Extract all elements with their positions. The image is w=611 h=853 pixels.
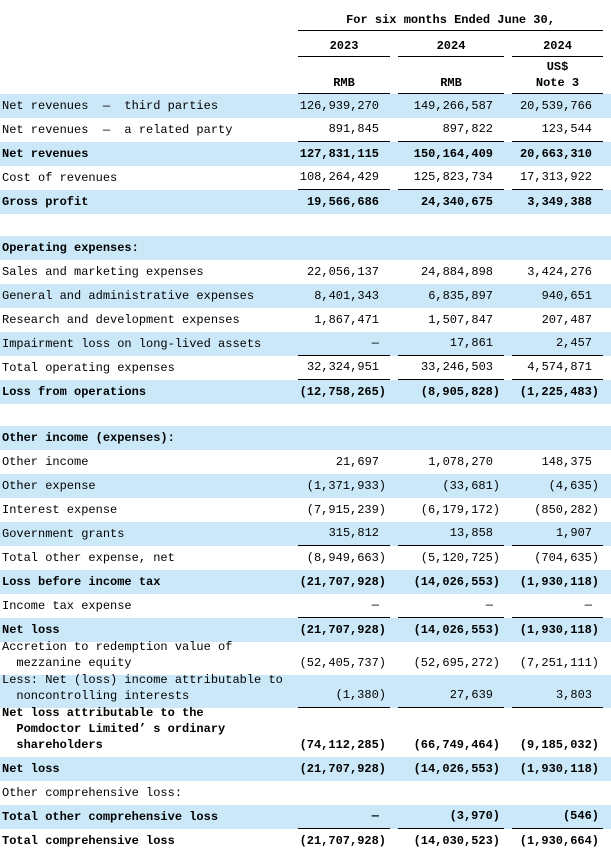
row-label-line: noncontrolling interests: [2, 689, 190, 703]
value-cell-col1: (21,707,928): [299, 834, 386, 848]
value-cell-col3: 4,574,871: [512, 359, 603, 380]
row-label: Other expense: [2, 479, 96, 493]
year-header-row: [0, 38, 611, 57]
value-cell-col2: 1,507,847: [428, 313, 493, 327]
value-cell-col2: (52,695,272): [413, 656, 500, 670]
row-label: [2, 705, 290, 757]
row-label: Gross profit: [2, 195, 89, 209]
table-row: [0, 308, 611, 332]
value-cell-col1: 21,697: [335, 455, 379, 469]
value-cell-col2: 13,858: [398, 525, 504, 546]
table-row: [0, 829, 611, 853]
value-cell-col3: 3,424,276: [527, 265, 592, 279]
value-cell-col2: (6,179,172): [420, 503, 500, 517]
currency-rmb-2023: RMB: [298, 75, 390, 94]
value-cell-col1: (7,915,239): [306, 503, 386, 517]
table-row: [0, 498, 611, 522]
value-cell-col3: 20,539,766: [519, 99, 592, 113]
row-label: Net revenues — third parties: [2, 99, 219, 113]
table-row: [0, 675, 611, 708]
value-cell-col1: 108,264,429: [298, 169, 390, 190]
table-row: [0, 708, 611, 757]
value-cell-col3: (1,930,118): [519, 623, 599, 637]
value-cell-col1: —: [298, 808, 390, 829]
table-row: [0, 284, 611, 308]
value-cell-col2: [398, 446, 504, 450]
value-cell-col2: (14,026,553): [413, 575, 500, 589]
row-label: Cost of revenues: [2, 171, 118, 185]
table-row: [0, 356, 611, 380]
section-header-row: [0, 426, 611, 450]
value-cell-col1: (12,758,265): [299, 385, 386, 399]
value-cell-col1: 891,845: [298, 121, 390, 142]
table-row: [0, 522, 611, 546]
row-label-line: Pomdoctor Limited’ s ordinary: [2, 722, 226, 736]
value-cell-col2: (33,681): [442, 479, 500, 493]
value-cell-col2: (14,030,523): [413, 834, 500, 848]
value-cell-col2: 125,823,734: [398, 169, 504, 190]
period-header: For six months Ended June 30,: [298, 12, 603, 31]
value-cell-col1: (1,380): [298, 687, 390, 708]
value-cell-col1: (1,371,933): [306, 479, 386, 493]
value-cell-col2: (5,120,725): [420, 551, 500, 565]
value-cell-col3: [512, 446, 603, 450]
row-label: Research and development expenses: [2, 313, 240, 327]
period-header-row: [0, 12, 611, 31]
value-cell-col3: 1,907: [512, 525, 603, 546]
value-cell-col1: [298, 446, 390, 450]
value-cell-col2: 149,266,587: [413, 99, 493, 113]
value-cell-col2: 6,835,897: [428, 289, 493, 303]
value-cell-col2: (3,970): [398, 808, 504, 829]
row-label-line: shareholders: [2, 738, 103, 752]
value-cell-col1: 315,812: [298, 525, 390, 546]
row-label-line: Net loss attributable to the: [2, 706, 204, 720]
value-cell-col3: 148,375: [541, 455, 592, 469]
value-cell-col2: —: [398, 597, 504, 618]
value-cell-col1: 22,056,137: [306, 265, 379, 279]
table-body: [0, 94, 611, 853]
table-row: [0, 546, 611, 570]
table-row: [0, 94, 611, 118]
row-label: Sales and marketing expenses: [2, 265, 204, 279]
currency-usd-label: US$: [546, 60, 569, 74]
value-cell-col3: —: [512, 597, 603, 618]
value-cell-col3: (1,930,118): [519, 575, 599, 589]
row-label-line: mezzanine equity: [2, 656, 132, 670]
table-row: [0, 166, 611, 190]
value-cell-col2: 27,639: [398, 687, 504, 708]
spacer-row: [0, 404, 611, 426]
value-cell-col3: 123,544: [512, 121, 603, 142]
value-cell-col1: 1,867,471: [314, 313, 379, 327]
value-cell-col1: (8,949,663): [306, 551, 386, 565]
table-row: [0, 380, 611, 404]
row-label: [2, 672, 290, 708]
table-row: [0, 450, 611, 474]
value-cell-col3: (7,251,111): [519, 656, 599, 670]
value-cell-col2: 24,884,898: [420, 265, 493, 279]
value-cell-col1: 127,831,115: [299, 147, 379, 161]
value-cell-col2: (8,905,828): [420, 385, 500, 399]
spacer-row: [0, 214, 611, 236]
value-cell-col3: (9,185,032): [519, 738, 599, 752]
section-header-row: [0, 781, 611, 805]
table-row: [0, 118, 611, 142]
value-cell-col3: 2,457: [512, 335, 603, 356]
currency-note-label: Note 3: [535, 76, 580, 90]
value-cell-col3: (1,225,483): [519, 385, 599, 399]
row-label: Total other expense, net: [2, 551, 175, 565]
value-cell-col3: (704,635): [534, 551, 599, 565]
row-label: Net revenues — a related party: [2, 123, 233, 137]
row-label-line: Less: Net (loss) income attributable to: [2, 673, 283, 687]
row-label: Net loss: [2, 762, 60, 776]
value-cell-col1: (74,112,285): [299, 738, 386, 752]
value-cell-col3: 3,349,388: [527, 195, 592, 209]
value-cell-col3: 940,651: [541, 289, 592, 303]
year-column-2024: 2024: [398, 38, 504, 57]
row-label: Net loss: [2, 623, 60, 637]
value-cell-col3: (1,930,664): [519, 834, 599, 848]
value-cell-col3: (1,930,118): [519, 762, 599, 776]
value-cell-col1: 32,324,951: [298, 359, 390, 380]
value-cell-col2: (14,026,553): [413, 623, 500, 637]
table-row: [0, 757, 611, 781]
year-column-2024-usd: 2024: [512, 38, 603, 57]
table-header: [0, 0, 611, 94]
row-label: Impairment loss on long-lived assets: [2, 337, 262, 351]
table-row: [0, 474, 611, 498]
table-row: [0, 190, 611, 214]
value-cell-col1: —: [298, 597, 390, 618]
value-cell-col2: (66,749,464): [413, 738, 500, 752]
value-cell-col2: 17,861: [398, 335, 504, 356]
value-cell-col3: 207,487: [541, 313, 592, 327]
row-label: Total other comprehensive loss: [2, 810, 219, 824]
value-cell-col3: 3,803: [512, 687, 603, 708]
value-cell-col2: 1,078,270: [428, 455, 493, 469]
row-label: Loss from operations: [2, 385, 147, 399]
table-row: [0, 594, 611, 618]
value-cell-col2: (14,026,553): [413, 762, 500, 776]
value-cell-col3: (850,282): [534, 503, 599, 517]
row-label: Total comprehensive loss: [2, 834, 175, 848]
row-label: Other income (expenses):: [2, 431, 175, 445]
row-label: Loss before income tax: [2, 575, 161, 589]
table-row: [0, 142, 611, 166]
row-label: Operating expenses:: [2, 241, 139, 255]
row-label: General and administrative expenses: [2, 289, 255, 303]
value-cell-col3: 20,663,310: [519, 147, 592, 161]
value-cell-col3: (546): [512, 808, 603, 829]
value-cell-col1: (21,707,928): [299, 575, 386, 589]
value-cell-col3: (4,635): [548, 479, 599, 493]
value-cell-col1: —: [298, 335, 390, 356]
value-cell-col1: 126,939,270: [299, 99, 379, 113]
row-label: [2, 639, 290, 675]
row-label: Government grants: [2, 527, 125, 541]
table-row: [0, 332, 611, 356]
currency-header-row: [0, 59, 611, 94]
value-cell-col3: [512, 256, 603, 260]
value-cell-col1: (21,707,928): [299, 623, 386, 637]
value-cell-col2: 897,822: [398, 121, 504, 142]
value-cell-col1: (52,405,737): [299, 656, 386, 670]
value-cell-col1: (21,707,928): [299, 762, 386, 776]
value-cell-col2: [398, 256, 504, 260]
value-cell-col2: 24,340,675: [420, 195, 493, 209]
row-label-line: Accretion to redemption value of: [2, 640, 233, 654]
currency-rmb-2024: RMB: [398, 75, 504, 94]
section-header-row: [0, 236, 611, 260]
table-row: [0, 260, 611, 284]
row-label: Net revenues: [2, 147, 89, 161]
table-row: [0, 642, 611, 675]
row-label: Other income: [2, 455, 89, 469]
value-cell-col2: 150,164,409: [413, 147, 493, 161]
value-cell-col2: 33,246,503: [398, 359, 504, 380]
value-cell-col3: 17,313,922: [512, 169, 603, 190]
table-row: [0, 805, 611, 829]
year-column-2023: 2023: [298, 38, 390, 57]
value-cell-col3: [512, 801, 603, 805]
value-cell-col1: [298, 801, 390, 805]
row-label: Other comprehensive loss:: [2, 786, 183, 800]
value-cell-col1: [298, 256, 390, 260]
table-row: [0, 570, 611, 594]
value-cell-col1: 8,401,343: [314, 289, 379, 303]
value-cell-col1: 19,566,686: [306, 195, 379, 209]
row-label: Total operating expenses: [2, 361, 175, 375]
currency-usd-note: [512, 59, 603, 94]
row-label: Interest expense: [2, 503, 118, 517]
row-label: Income tax expense: [2, 599, 132, 613]
value-cell-col2: [398, 801, 504, 805]
